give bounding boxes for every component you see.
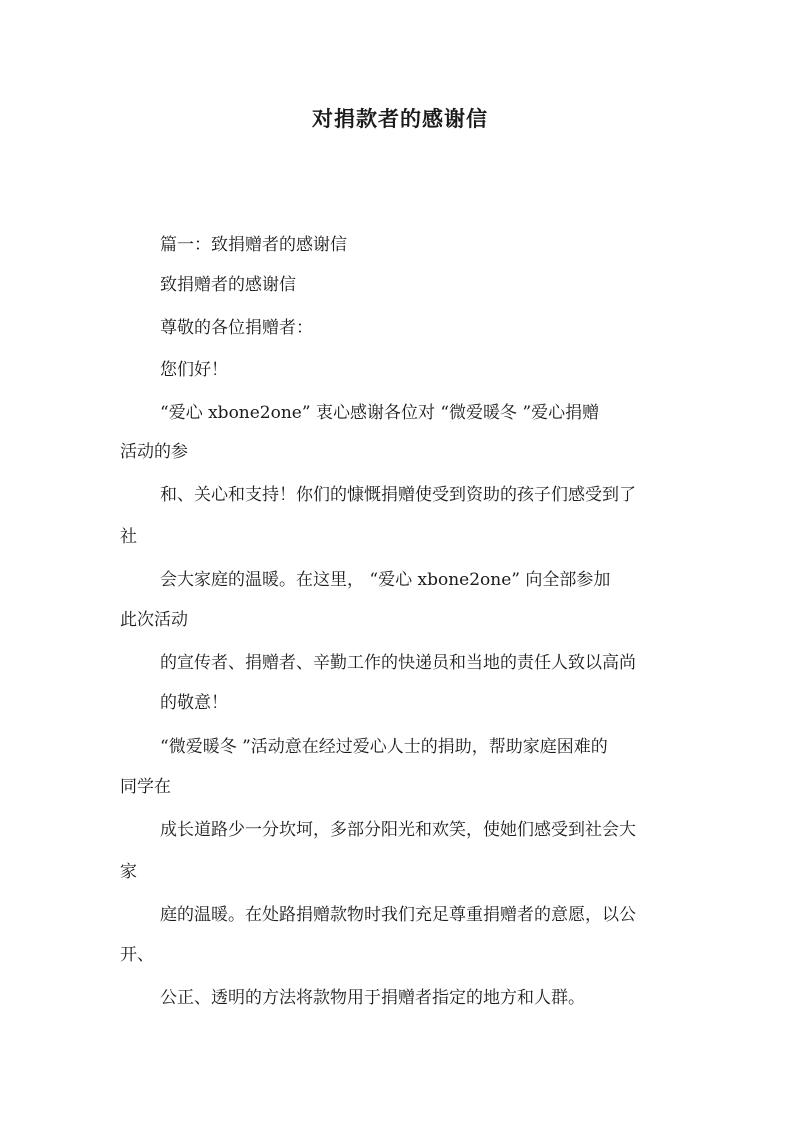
text-line: 会大家庭的温暖。在这里， “爱心 xbone2one” 向全部参加 (160, 570, 611, 590)
text-line: 成长道路少一分坎坷，多部分阳光和欢笑，使她们感受到社会大 (160, 820, 636, 840)
text-line: 公正、透明的方法将款物用于捐赠者指定的地方和人群。 (160, 988, 585, 1008)
text-line: 家 (120, 862, 137, 882)
text-line: 篇一：致捐赠者的感谢信 (160, 235, 347, 255)
text-line: 尊敬的各位捐赠者： (160, 318, 313, 338)
text-line: 活动的参 (120, 442, 188, 462)
text-line: 同学在 (120, 777, 171, 797)
text-line: 的敬意！ (160, 693, 228, 713)
text-line: 致捐赠者的感谢信 (160, 275, 296, 295)
text-line: 社 (120, 527, 137, 547)
text-line: 庭的温暖。在处路捐赠款物时我们充足尊重捐赠者的意愿，以公 (160, 905, 636, 925)
text-line: 此次活动 (120, 610, 188, 630)
text-line: 开、 (120, 945, 154, 965)
text-line: 和、关心和支持！你们的慷慨捐赠使受到资助的孩子们感受到了 (160, 485, 636, 505)
text-line: “爱心 xbone2one” 衷心感谢各位对 “微爱暖冬 ”爱心捐赠 (160, 403, 600, 423)
text-line: 的宣传者、捐赠者、辛勤工作的快递员和当地的责任人致以高尚 (160, 653, 636, 673)
text-line: “微爱暖冬 ”活动意在经过爱心人士的捐助，帮助家庭困难的 (160, 737, 608, 757)
document-title: 对捐款者的感谢信 (312, 106, 488, 131)
text-line: 您们好！ (160, 360, 228, 380)
